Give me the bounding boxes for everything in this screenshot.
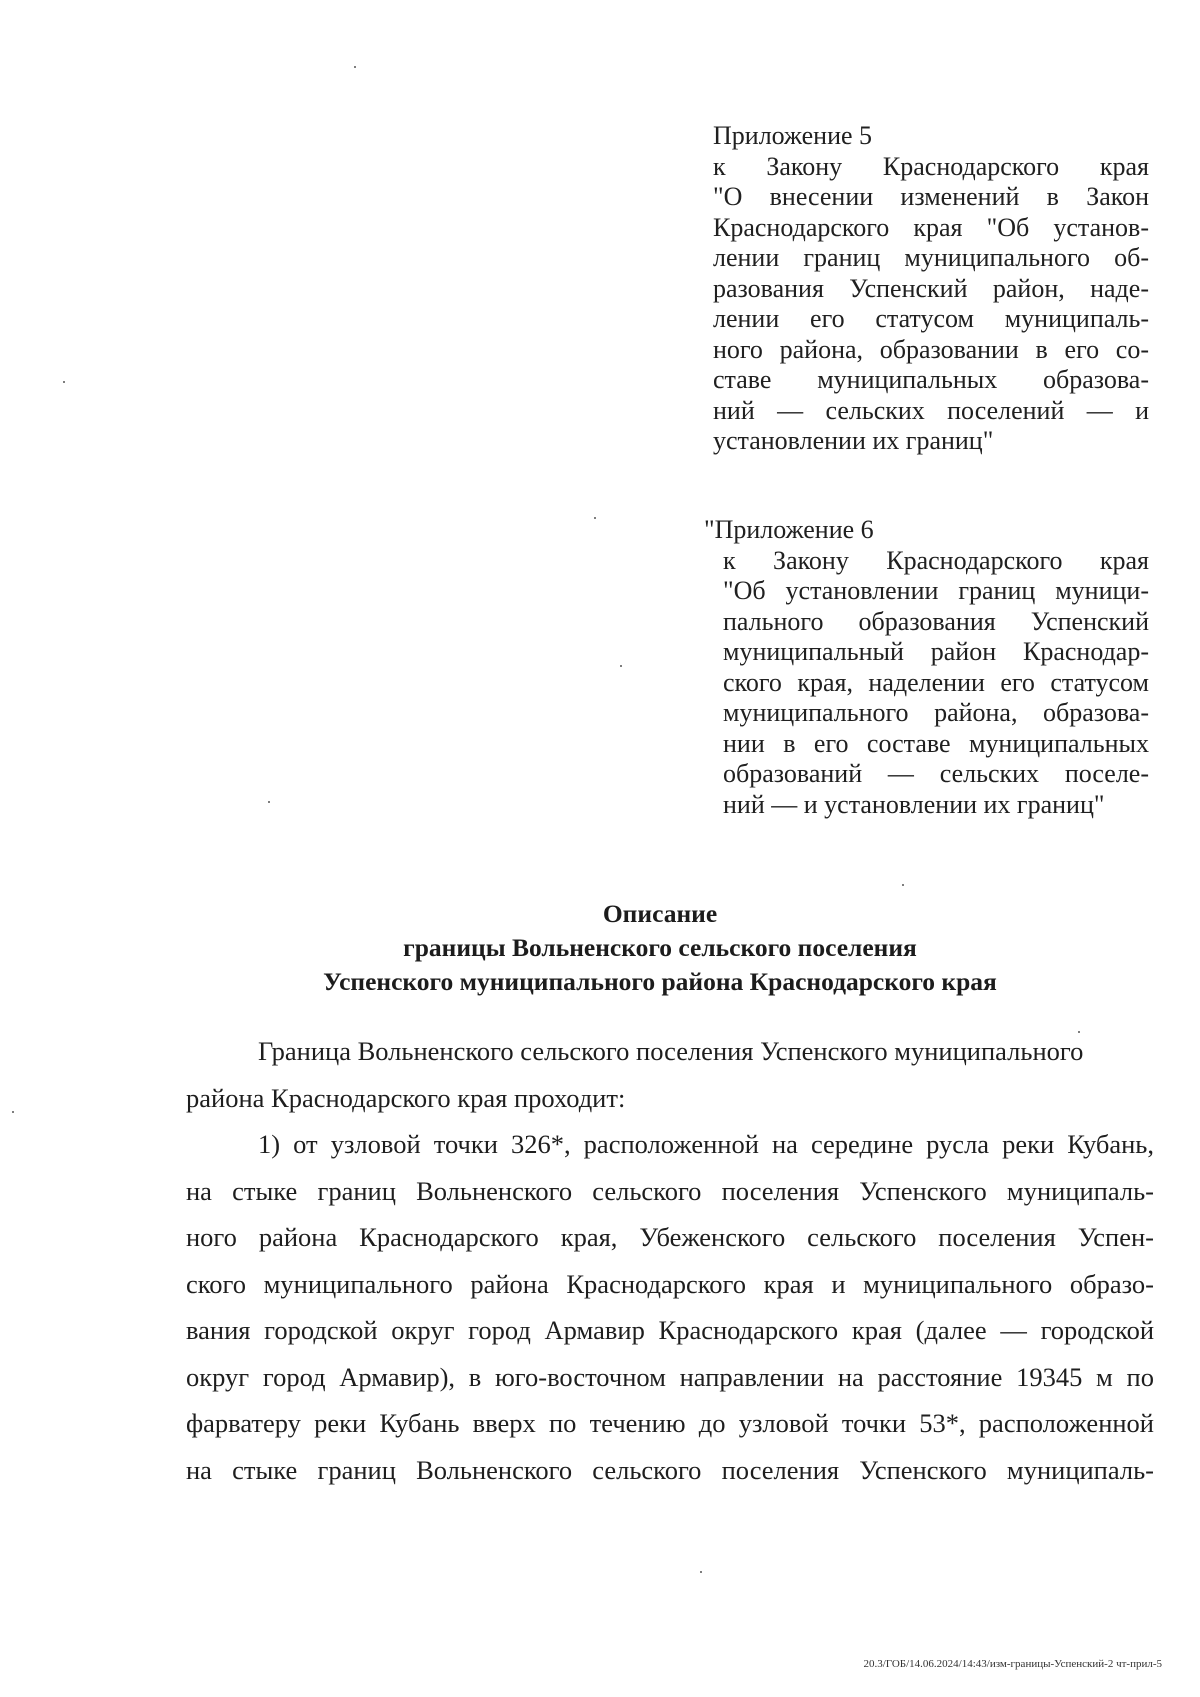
scan-speck	[620, 665, 622, 667]
scan-speck	[12, 1111, 14, 1113]
appendix-5-line: к Закону Краснодарского края	[713, 151, 1149, 181]
appendix-6-line: нии в его составе муниципальных	[723, 728, 1149, 758]
body-line: района Краснодарского края проходит:	[186, 1082, 626, 1113]
title-line-1: Описание	[602, 899, 718, 928]
body-line: ного района Краснодарского края, Убеженского сельского поселения Успен-	[186, 1222, 1154, 1252]
appendix-5-line: лении границ муниципального об-	[713, 243, 1149, 272]
appendix-6-line: к Закону Краснодарского края	[723, 545, 1149, 575]
appendix-5-line: установлении их границ"	[713, 426, 994, 455]
appendix-6-line: образований — сельских поселе-	[723, 759, 1149, 788]
body-text	[186, 1028, 1154, 1493]
scan-speck	[1078, 1031, 1080, 1033]
appendix-5-line: Приложение 5	[713, 121, 873, 150]
scan-speck	[268, 801, 270, 803]
title-line-3: Успенского муниципального района Краснодарского края	[323, 967, 997, 996]
appendix-6-line: муниципальный район Краснодар-	[723, 637, 1149, 666]
document-title	[160, 897, 1160, 999]
title-line-2: границы Вольненского сельского поселения	[403, 933, 917, 962]
scan-speck	[902, 884, 904, 886]
body-line: вания городской округ город Армавир Краснодарского края (далее — городской	[186, 1315, 1154, 1345]
appendix-5-block	[713, 121, 1149, 457]
appendix-6-line: пального образования Успенский	[723, 606, 1149, 636]
scan-speck	[354, 66, 356, 68]
body-line: округ город Армавир), в юго-восточном направлении на расстояние 19345 м по	[186, 1361, 1154, 1392]
scan-speck	[63, 381, 65, 383]
appendix-6-line: муниципального района, образова-	[723, 698, 1149, 727]
appendix-6-block	[704, 515, 1149, 820]
appendix-6-line: ний — и установлении их границ"	[723, 789, 1105, 819]
body-line: Граница Вольненского сельского поселения Успенского муниципального	[258, 1036, 1084, 1066]
scan-speck	[700, 1571, 702, 1573]
appendix-6-line: "Об установлении границ муници-	[723, 576, 1149, 605]
appendix-5-line: разования Успенский район, наде-	[713, 273, 1149, 303]
appendix-5-line: ставе муниципальных образова-	[713, 365, 1149, 394]
appendix-5-line: ного района, образовании в его со-	[713, 334, 1149, 364]
scan-speck	[594, 517, 596, 519]
appendix-6-line: "Приложение 6	[704, 515, 874, 544]
appendix-5-line: лении его статусом муниципаль-	[713, 304, 1149, 333]
body-line: 1) от узловой точки 326*, расположенной на середине русла реки Кубань,	[258, 1129, 1154, 1159]
appendix-5-line: "О внесении изменений в Закон	[713, 182, 1149, 211]
document-footer-code: 20.3/ГОБ/14.06.2024/14:43/изм-границы-Успенский-2 чт-прил-5	[863, 1658, 1162, 1670]
body-line: фарватеру реки Кубань вверх по течению до узловой точки 53*, расположенной	[186, 1408, 1154, 1438]
appendix-5-line: Краснодарского края "Об установ-	[713, 212, 1149, 242]
body-line: на стыке границ Вольненского сельского поселения Успенского муниципаль-	[186, 1454, 1154, 1485]
appendix-6-line: ского края, наделении его статусом	[723, 667, 1149, 697]
appendix-5-line: ний — сельских поселений — и	[713, 395, 1149, 425]
body-line: ского муниципального района Краснодарского края и муниципального образо-	[186, 1268, 1154, 1299]
body-line: на стыке границ Вольненского сельского поселения Успенского муниципаль-	[186, 1175, 1154, 1206]
